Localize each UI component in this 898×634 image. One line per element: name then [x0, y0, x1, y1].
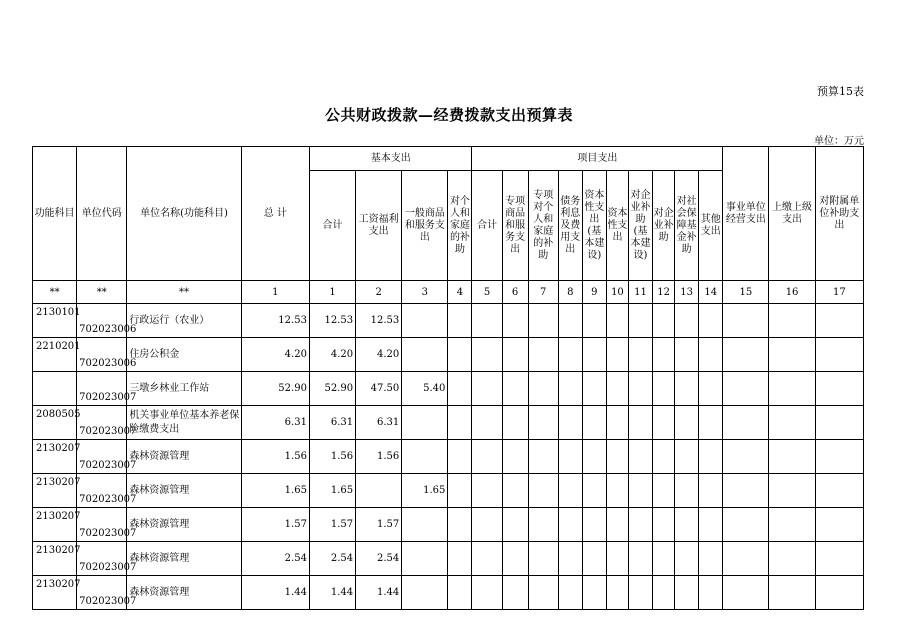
table-row [33, 406, 864, 440]
column-number: 8 [558, 281, 582, 304]
empty-cell [502, 576, 528, 610]
empty-cell [528, 406, 558, 440]
column-number: 9 [582, 281, 606, 304]
table-row [33, 338, 864, 372]
empty-cell [606, 406, 628, 440]
empty-cell [675, 474, 699, 508]
empty-cell [675, 508, 699, 542]
empty-cell [502, 304, 528, 338]
unit-code-cell: 702023007 [77, 542, 127, 576]
column-number: ** [33, 281, 77, 304]
basic-salary-cell: 47.50 [356, 372, 402, 406]
unit-name-cell: 森林资源管理 [127, 542, 241, 576]
column-number: ** [127, 281, 241, 304]
header-basic-salary: 工资福利支出 [356, 171, 402, 281]
empty-cell [502, 406, 528, 440]
header-basic-total: 合计 [309, 171, 355, 281]
basic-salary-cell: 2.54 [356, 542, 402, 576]
empty-cell [675, 406, 699, 440]
header-project-total: 合计 [472, 171, 502, 281]
func-code-cell: 2130207 [33, 440, 77, 474]
empty-cell [558, 406, 582, 440]
empty-cell [472, 576, 502, 610]
header-project-goods: 专项商品和服务支出 [502, 171, 528, 281]
header-basic-goods: 一般商品和服务支出 [402, 171, 448, 281]
empty-cell [699, 372, 723, 406]
empty-cell [769, 474, 815, 508]
empty-cell [653, 304, 675, 338]
table-code: 预算15表 [817, 85, 864, 98]
basic-total-cell: 1.65 [309, 474, 355, 508]
empty-cell [472, 508, 502, 542]
func-code-cell: 2130207 [33, 508, 77, 542]
empty-cell [628, 542, 652, 576]
unit-name-cell: 行政运行（农业） [127, 304, 241, 338]
empty-cell [628, 508, 652, 542]
empty-cell [675, 338, 699, 372]
unit-label: 单位：万元 [814, 136, 864, 147]
column-number: 14 [699, 281, 723, 304]
total-cell: 12.53 [241, 304, 309, 338]
unit-code-cell: 702023007 [77, 440, 127, 474]
total-cell: 6.31 [241, 406, 309, 440]
empty-cell [582, 474, 606, 508]
header-project-expenditure: 项目支出 [472, 147, 723, 171]
empty-cell [769, 508, 815, 542]
basic-goods-cell [402, 406, 448, 440]
basic-total-cell: 6.31 [309, 406, 355, 440]
empty-cell [723, 542, 769, 576]
basic-goods-cell: 1.65 [402, 474, 448, 508]
empty-cell [528, 542, 558, 576]
column-number: 6 [502, 281, 528, 304]
column-number: 4 [448, 281, 472, 304]
empty-cell [448, 338, 472, 372]
func-code-cell: 2130207 [33, 576, 77, 610]
empty-cell [699, 474, 723, 508]
empty-cell [448, 576, 472, 610]
empty-cell [675, 372, 699, 406]
empty-cell [448, 474, 472, 508]
empty-cell [558, 508, 582, 542]
empty-cell [769, 406, 815, 440]
unit-name-cell: 森林资源管理 [127, 440, 241, 474]
empty-cell [699, 338, 723, 372]
column-number: 1 [241, 281, 309, 304]
func-code-cell: 2210201 [33, 338, 77, 372]
empty-cell [723, 304, 769, 338]
budget-table [32, 146, 864, 610]
column-number: ** [77, 281, 127, 304]
header-total: 总 计 [241, 147, 309, 281]
column-number: 2 [356, 281, 402, 304]
empty-cell [699, 508, 723, 542]
empty-cell [558, 440, 582, 474]
empty-cell [502, 508, 528, 542]
basic-total-cell: 1.44 [309, 576, 355, 610]
unit-name-cell: 森林资源管理 [127, 576, 241, 610]
unit-code-cell: 702023007 [77, 474, 127, 508]
column-number: 10 [606, 281, 628, 304]
total-cell: 1.44 [241, 576, 309, 610]
basic-goods-cell [402, 440, 448, 474]
empty-cell [723, 474, 769, 508]
basic-total-cell: 12.53 [309, 304, 355, 338]
empty-cell [606, 576, 628, 610]
empty-cell [769, 304, 815, 338]
empty-cell [558, 474, 582, 508]
unit-code-cell: 702023007 [77, 372, 127, 406]
empty-cell [675, 542, 699, 576]
unit-code-cell: 702023007 [77, 576, 127, 610]
empty-cell [653, 338, 675, 372]
empty-cell [815, 440, 863, 474]
empty-cell [528, 372, 558, 406]
empty-cell [815, 304, 863, 338]
func-code-cell: 2080505 [33, 406, 77, 440]
basic-goods-cell [402, 576, 448, 610]
table-row [33, 508, 864, 542]
empty-cell [558, 338, 582, 372]
column-number: 5 [472, 281, 502, 304]
column-number: 7 [528, 281, 558, 304]
empty-cell [723, 338, 769, 372]
header-subsidiary-subsidy: 对附属单位补助支出 [815, 147, 863, 281]
column-number: 11 [628, 281, 652, 304]
empty-cell [448, 542, 472, 576]
header-project-capital: 资本性支出 [606, 171, 628, 281]
empty-cell [582, 576, 606, 610]
unit-name-cell: 三墩乡林业工作站 [127, 372, 241, 406]
empty-cell [502, 440, 528, 474]
empty-cell [472, 406, 502, 440]
table-row [33, 304, 864, 338]
empty-cell [815, 406, 863, 440]
total-cell: 1.56 [241, 440, 309, 474]
empty-cell [723, 576, 769, 610]
unit-name-cell: 森林资源管理 [127, 508, 241, 542]
empty-cell [528, 508, 558, 542]
header-project-enterprise-basic: 对企业补助(基本建设) [628, 171, 652, 281]
basic-salary-cell: 1.57 [356, 508, 402, 542]
empty-cell [723, 508, 769, 542]
empty-cell [653, 508, 675, 542]
basic-goods-cell [402, 338, 448, 372]
empty-cell [606, 372, 628, 406]
empty-cell [528, 576, 558, 610]
table-row [33, 542, 864, 576]
header-unit-code: 单位代码 [77, 147, 127, 281]
empty-cell [675, 440, 699, 474]
unit-code-cell: 702023006 [77, 304, 127, 338]
empty-cell [472, 372, 502, 406]
column-number: 1 [309, 281, 355, 304]
empty-cell [502, 372, 528, 406]
empty-cell [606, 542, 628, 576]
empty-cell [769, 372, 815, 406]
empty-cell [699, 576, 723, 610]
unit-code-cell: 702023006 [77, 338, 127, 372]
empty-cell [628, 440, 652, 474]
empty-cell [699, 542, 723, 576]
empty-cell [448, 508, 472, 542]
basic-goods-cell [402, 508, 448, 542]
column-number-row [33, 281, 864, 304]
empty-cell [606, 474, 628, 508]
empty-cell [675, 304, 699, 338]
empty-cell [502, 474, 528, 508]
basic-goods-cell [402, 304, 448, 338]
func-code-cell: 2130207 [33, 542, 77, 576]
header-biz-operation: 事业单位经营支出 [723, 147, 769, 281]
empty-cell [653, 474, 675, 508]
empty-cell [472, 542, 502, 576]
empty-cell [699, 406, 723, 440]
empty-cell [815, 542, 863, 576]
empty-cell [769, 576, 815, 610]
column-number: 12 [653, 281, 675, 304]
empty-cell [472, 474, 502, 508]
empty-cell [769, 542, 815, 576]
basic-total-cell: 1.57 [309, 508, 355, 542]
empty-cell [769, 338, 815, 372]
basic-salary-cell: 4.20 [356, 338, 402, 372]
basic-total-cell: 52.90 [309, 372, 355, 406]
empty-cell [448, 406, 472, 440]
empty-cell [628, 576, 652, 610]
header-project-other: 其他支出 [699, 171, 723, 281]
table-row [33, 440, 864, 474]
func-code-cell [33, 372, 77, 406]
empty-cell [472, 304, 502, 338]
basic-goods-cell: 5.40 [402, 372, 448, 406]
total-cell: 2.54 [241, 542, 309, 576]
empty-cell [606, 304, 628, 338]
unit-name-cell: 住房公积金 [127, 338, 241, 372]
empty-cell [558, 372, 582, 406]
header-project-social: 对社会保障基金补助 [675, 171, 699, 281]
empty-cell [528, 304, 558, 338]
header-unit-name: 单位名称(功能科目) [127, 147, 241, 281]
empty-cell [502, 338, 528, 372]
empty-cell [528, 440, 558, 474]
basic-goods-cell [402, 542, 448, 576]
unit-code-cell: 702023007 [77, 508, 127, 542]
empty-cell [502, 542, 528, 576]
unit-code-cell: 702023007 [77, 406, 127, 440]
total-cell: 1.65 [241, 474, 309, 508]
basic-total-cell: 4.20 [309, 338, 355, 372]
table-row [33, 372, 864, 406]
basic-salary-cell: 12.53 [356, 304, 402, 338]
header-upper-payment: 上缴上级支出 [769, 147, 815, 281]
empty-cell [448, 440, 472, 474]
column-number: 15 [723, 281, 769, 304]
empty-cell [723, 406, 769, 440]
empty-cell [815, 576, 863, 610]
empty-cell [582, 406, 606, 440]
empty-cell [448, 372, 472, 406]
empty-cell [675, 576, 699, 610]
basic-salary-cell: 1.44 [356, 576, 402, 610]
header-project-enterprise: 对企业补助 [653, 171, 675, 281]
empty-cell [582, 508, 606, 542]
empty-cell [606, 338, 628, 372]
empty-cell [558, 542, 582, 576]
basic-total-cell: 2.54 [309, 542, 355, 576]
column-number: 3 [402, 281, 448, 304]
empty-cell [528, 338, 558, 372]
unit-name-cell: 机关事业单位基本养老保险缴费支出 [127, 406, 241, 440]
column-number: 17 [815, 281, 863, 304]
empty-cell [653, 542, 675, 576]
empty-cell [582, 372, 606, 406]
empty-cell [582, 304, 606, 338]
empty-cell [815, 338, 863, 372]
empty-cell [653, 372, 675, 406]
empty-cell [558, 304, 582, 338]
empty-cell [769, 440, 815, 474]
empty-cell [628, 304, 652, 338]
func-code-cell: 2130101 [33, 304, 77, 338]
empty-cell [653, 406, 675, 440]
empty-cell [582, 542, 606, 576]
empty-cell [606, 508, 628, 542]
header-basic-personal: 对个人和家庭的补助 [448, 171, 472, 281]
empty-cell [558, 576, 582, 610]
empty-cell [815, 474, 863, 508]
total-cell: 1.57 [241, 508, 309, 542]
header-project-personal: 专项对个人和家庭的补助 [528, 171, 558, 281]
func-code-cell: 2130207 [33, 474, 77, 508]
total-cell: 4.20 [241, 338, 309, 372]
empty-cell [606, 440, 628, 474]
header-project-capital-basic: 资本性支出(基本建设) [582, 171, 606, 281]
table-row [33, 474, 864, 508]
empty-cell [723, 440, 769, 474]
table-row [33, 576, 864, 610]
empty-cell [699, 304, 723, 338]
column-number: 13 [675, 281, 699, 304]
empty-cell [582, 338, 606, 372]
empty-cell [628, 406, 652, 440]
basic-salary-cell: 6.31 [356, 406, 402, 440]
column-number: 16 [769, 281, 815, 304]
unit-name-cell: 森林资源管理 [127, 474, 241, 508]
page-title: 公共财政拨款—经费拨款支出预算表 [324, 106, 573, 124]
empty-cell [815, 372, 863, 406]
empty-cell [528, 474, 558, 508]
basic-total-cell: 1.56 [309, 440, 355, 474]
empty-cell [699, 440, 723, 474]
empty-cell [628, 338, 652, 372]
empty-cell [653, 440, 675, 474]
empty-cell [723, 372, 769, 406]
empty-cell [448, 304, 472, 338]
header-func-code: 功能科目 [33, 147, 77, 281]
empty-cell [472, 440, 502, 474]
empty-cell [582, 440, 606, 474]
total-cell: 52.90 [241, 372, 309, 406]
header-basic-expenditure: 基本支出 [309, 147, 472, 171]
basic-salary-cell: 1.56 [356, 440, 402, 474]
empty-cell [628, 372, 652, 406]
header-project-debt: 债务利息及费用支出 [558, 171, 582, 281]
empty-cell [628, 474, 652, 508]
basic-salary-cell [356, 474, 402, 508]
empty-cell [472, 338, 502, 372]
empty-cell [653, 576, 675, 610]
empty-cell [815, 508, 863, 542]
